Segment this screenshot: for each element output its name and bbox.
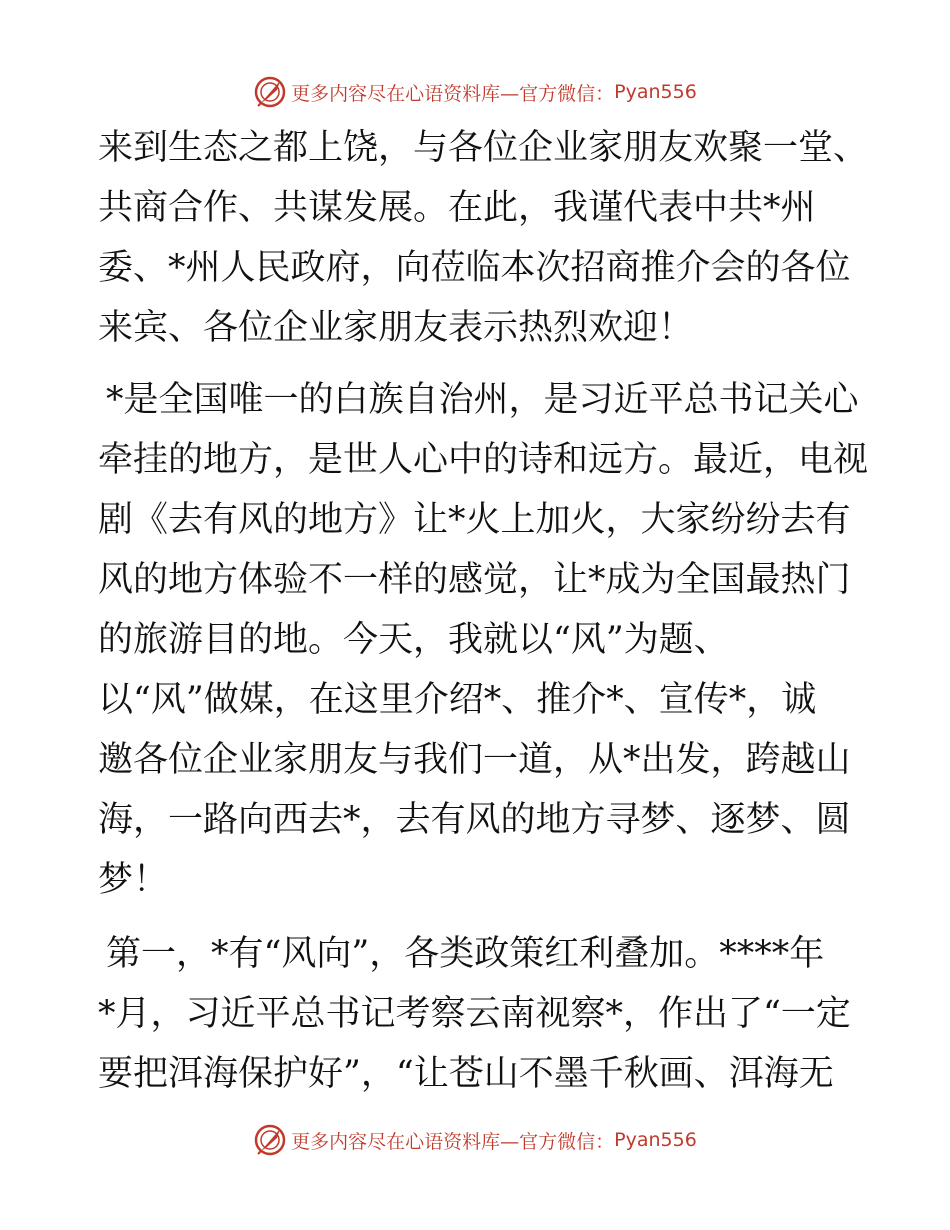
body-line: 的旅游目的地。今天，我就以“风”为题、 xyxy=(98,620,729,660)
body-line: 以“风”做媒，在这里介绍*、推介*、宣传*，诚 xyxy=(98,680,817,720)
body-line: *是全国唯一的白族自治州，是习近平总书记关心 xyxy=(106,380,859,420)
header-banner-id: Pyan556 xyxy=(614,81,697,103)
body-line: 第一，*有“风向”，各类政策红利叠加。****年 xyxy=(106,934,825,974)
body-line: 牵挂的地方，是世人心中的诗和远方。最近，电视 xyxy=(98,440,869,480)
quill-logo-icon xyxy=(253,75,287,109)
header-banner-text: 更多内容尽在心语资料库—官方微信： xyxy=(291,82,615,105)
quill-logo-icon xyxy=(253,1123,287,1157)
body-line: 邀各位企业家朋友与我们一道，从*出发，跨越山 xyxy=(98,740,851,780)
body-line: 梦！ xyxy=(98,860,169,900)
body-line: 海，一路向西去*，去有风的地方寻梦、逐梦、圆 xyxy=(98,800,851,840)
footer-banner xyxy=(0,1120,950,1160)
footer-banner-text: 更多内容尽在心语资料库—官方微信： xyxy=(291,1130,615,1153)
body-line: 风的地方体验不一样的感觉，让*成为全国最热门 xyxy=(98,560,851,600)
body-line: 要把洱海保护好”，“让苍山不墨千秋画、洱海无 xyxy=(98,1054,834,1094)
body-line: 委、*州人民政府，向莅临本次招商推介会的各位 xyxy=(98,248,851,288)
header-banner xyxy=(0,72,950,112)
footer-banner-id: Pyan556 xyxy=(614,1129,697,1151)
body-line: 剧《去有风的地方》让*火上加火，大家纷纷去有 xyxy=(98,500,851,540)
body-line: 共商合作、共谋发展。在此，我谨代表中共*州 xyxy=(98,188,816,228)
body-line: *月，习近平总书记考察云南视察*，作出了“一定 xyxy=(98,994,851,1034)
body-line: 来到生态之都上饶，与各位企业家朋友欢聚一堂、 xyxy=(98,128,869,168)
body-line: 来宾、各位企业家朋友表示热烈欢迎！ xyxy=(98,308,694,348)
